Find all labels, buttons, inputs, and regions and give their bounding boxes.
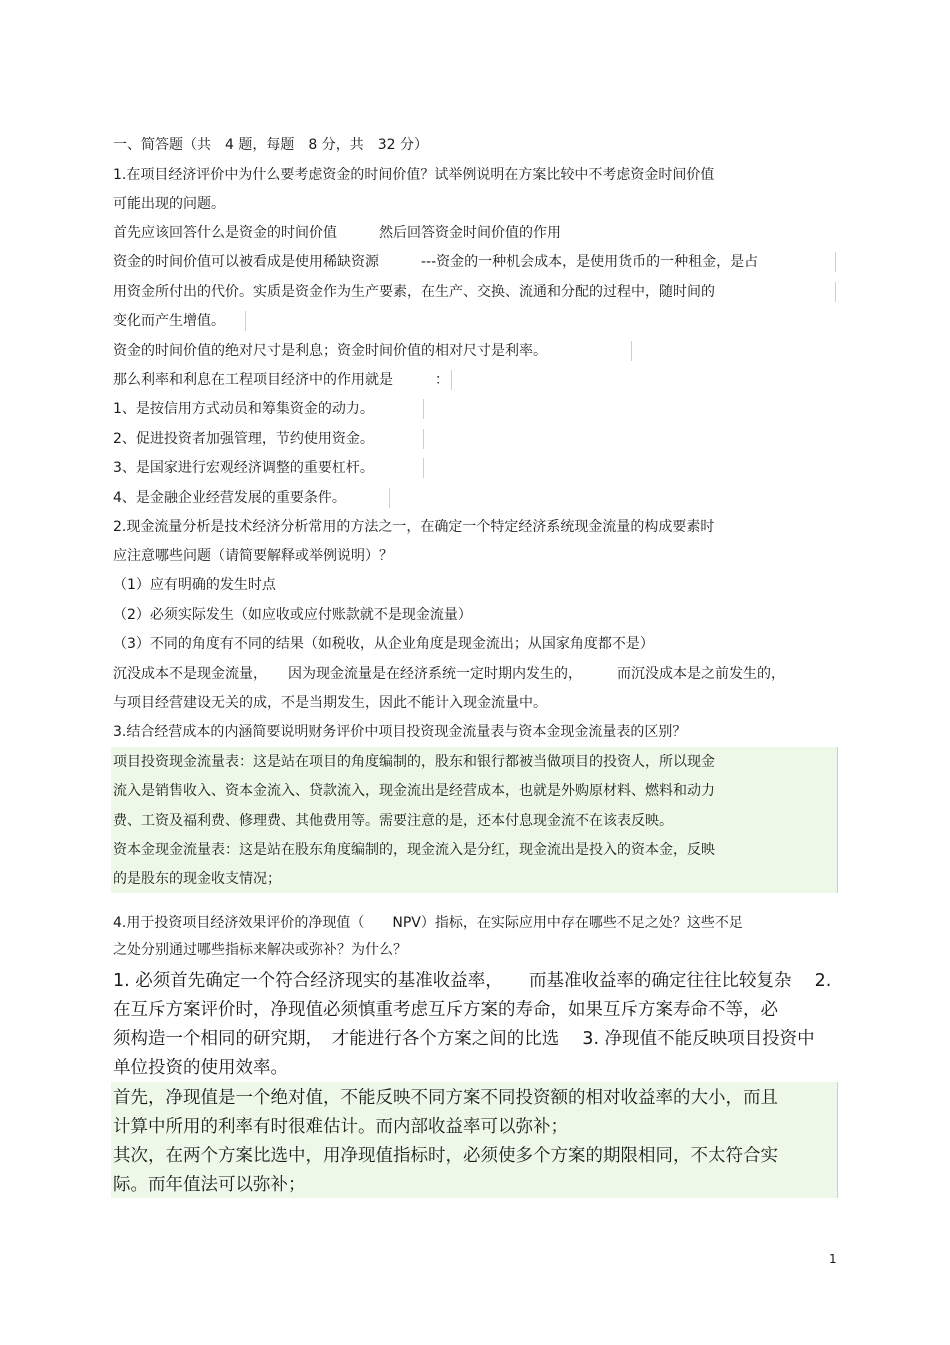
q1-answer-line: 那么利率和利息在工程项目经济中的作用就是 ： [113,372,449,388]
q3-answer-line: 费、工资及福利费、修理费、其他费用等。需要注意的是，还本付息现金流不在该表反映。 [113,813,673,829]
q4-answer-line: 须构造一个相同的研究期， 才能进行各个方案之间的比选 3. 净现值不能反映项目投资中 [113,1029,815,1049]
rule-line [631,341,632,361]
q1-list-item: 3、是国家进行宏观经济调整的重要杠杆。 [113,460,374,476]
q1-answer-line: 资金的时间价值可以被看成是使用稀缺资源 ---资金的一种机会成本，是使用货币的一种租金，是占 [113,254,759,270]
q3-answer-line: 资本金现金流量表：这是站在股东角度编制的，现金流入是分红，现金流出是投入的资本金，反映 [113,842,715,858]
rule-line [835,252,836,272]
q4-answer-line: 在互斥方案评价时，净现值必须慎重考虑互斥方案的寿命，如果互斥方案寿命不等，必 [113,1000,778,1020]
rule-line [423,399,424,419]
q4-highlight-line: 首先，净现值是一个绝对值，不能反映不同方案不同投资额的相对收益率的大小，而且 [113,1088,778,1108]
rule-line [837,747,838,893]
rule-line [423,458,424,478]
q3-answer-line: 流入是销售收入、资本金流入、贷款流入，现金流出是经营成本，也就是外购原材料、燃料和动力 [113,783,715,799]
q1-list-item: 2、促进投资者加强管理，节约使用资金。 [113,431,374,447]
q4-highlight-line: 际。而年值法可以弥补； [113,1175,306,1195]
q1-answer-line: 资金的时间价值的绝对尺寸是利息；资金时间价值的相对尺寸是利率。 [113,343,547,359]
q4-question-line: 4.用于投资项目经济效果评价的净现值（ NPV）指标，在实际应用中存在哪些不足之处？这些不足 [113,915,743,931]
q1-answer-line: 首先应该回答什么是资金的时间价值 然后回答资金时间价值的作用 [113,225,561,241]
q4-question-line: 之处分别通过哪些指标来解决或弥补？为什么？ [113,942,407,958]
rule-line [837,1082,838,1198]
q4-answer-line: 单位投资的使用效率。 [113,1058,288,1078]
rule-line [389,488,390,508]
q4-highlight-line: 其次，在两个方案比选中，用净现值指标时，必须使多个方案的期限相同，不太符合实 [113,1146,778,1166]
q4-answer-line: 1. 必须首先确定一个符合经济现实的基准收益率， 而基准收益率的确定往往比较复杂 2. [113,971,832,991]
q1-question-line: 1.在项目经济评价中为什么要考虑资金的时间价值？试举例说明在方案比较中不考虑资金时间价值 [113,167,715,183]
q2-answer-line: （1）应有明确的发生时点 [113,577,276,593]
q1-list-item: 1、是按信用方式动员和筹集资金的动力。 [113,401,374,417]
q2-answer-line: 与项目经营建设无关的成，不是当期发生，因此不能计入现金流量中。 [113,695,547,711]
q1-answer-line: 变化而产生增值。 [113,313,225,329]
q3-question-line: 3.结合经营成本的内涵简要说明财务评价中项目投资现金流量表与资本金现金流量表的区别？ [113,724,687,740]
page-number: 1 [829,1252,837,1266]
q2-question-line: 应注意哪些问题（请简要解释或举例说明）？ [113,548,393,564]
q1-list-item: 4、是金融企业经营发展的重要条件。 [113,490,346,506]
rule-line [423,429,424,449]
q3-answer-line: 项目投资现金流量表：这是站在项目的角度编制的，股东和银行都被当做项目的投资人，所以现金 [113,754,715,770]
q2-answer-line: （2）必须实际发生（如应收或应付账款就不是现金流量） [113,607,472,623]
section-heading: 一、简答题（共 4 题，每题 8 分，共 32 分） [113,137,428,153]
q2-question-line: 2.现金流量分析是技术经济分析常用的方法之一，在确定一个特定经济系统现金流量的构成要素时 [113,519,715,535]
rule-line [835,282,836,302]
q1-question-line: 可能出现的问题。 [113,196,225,212]
q4-highlight-line: 计算中所用的利率有时很难估计。而内部收益率可以弥补； [113,1117,568,1137]
rule-line [245,311,246,331]
q1-answer-line: 用资金所付出的代价。实质是资金作为生产要素，在生产、交换、流通和分配的过程中，随时间的 [113,284,715,300]
q2-answer-line: 沉没成本不是现金流量， 因为现金流量是在经济系统一定时期内发生的， 而沉没成本是之前发生的， [113,666,785,682]
rule-line [451,370,452,390]
q2-answer-line: （3）不同的角度有不同的结果（如税收，从企业角度是现金流出；从国家角度都不是） [113,636,654,652]
q3-answer-line: 的是股东的现金收支情况； [113,871,281,887]
